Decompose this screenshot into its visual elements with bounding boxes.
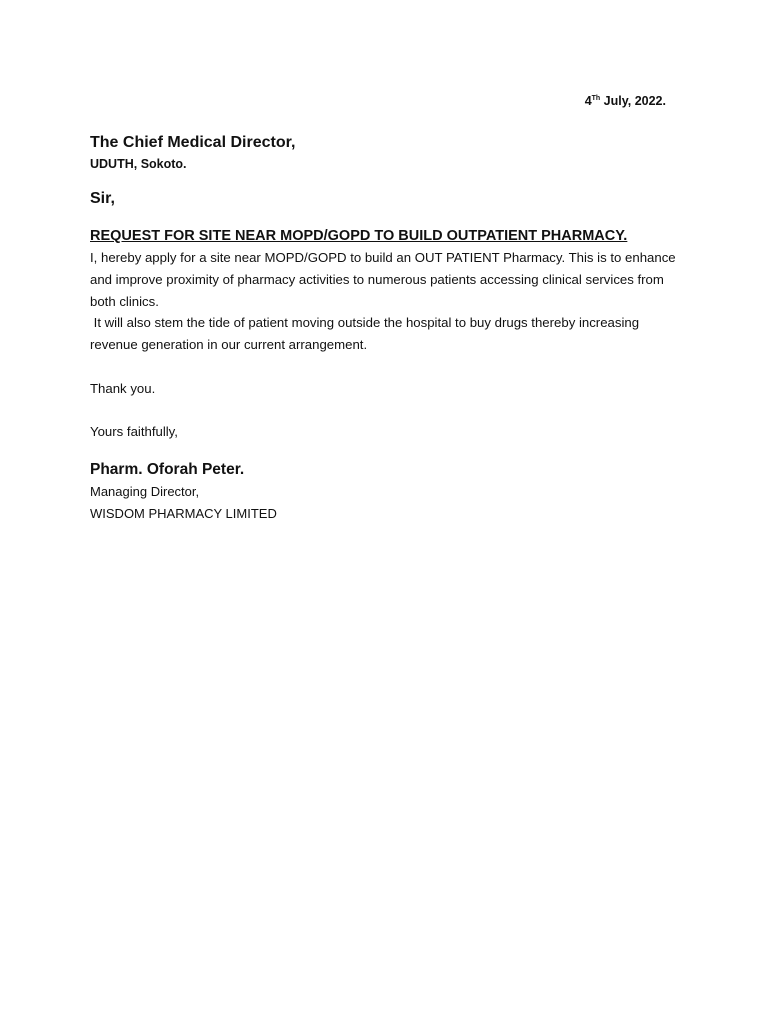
date-rest: July, 2022. bbox=[600, 94, 666, 108]
body-paragraph-2: It will also stem the tide of patient moving outside the hospital to buy drugs thereby increasing revenue generation in our current arrangement. bbox=[90, 315, 643, 353]
subject-line: REQUEST FOR SITE NEAR MOPD/GOPD TO BUILD OUTPATIENT PHARMACY. bbox=[90, 228, 628, 244]
closing-line: Yours faithfully, bbox=[90, 424, 178, 440]
recipient-address: UDUTH, Sokoto. bbox=[90, 157, 187, 171]
letter-content bbox=[90, 132, 680, 525]
sender-position: Managing Director, bbox=[90, 484, 200, 500]
thanks-line: Thank you. bbox=[90, 380, 156, 396]
sender-company: WISDOM PHARMACY LIMITED bbox=[90, 506, 277, 522]
letter-date bbox=[585, 94, 666, 108]
date-day: 4 bbox=[584, 94, 592, 108]
sender-name: Pharm. Oforah Peter. bbox=[90, 461, 245, 479]
date-suffix: Th bbox=[591, 95, 601, 102]
body-paragraph-1: I, hereby apply for a site near MOPD/GOPD to build an OUT PATIENT Pharmacy. This is to enhance and improve proximity of pharmacy activities to numerous patients accessing clinical services from both clinics. bbox=[90, 250, 676, 309]
recipient-title: The Chief Medical Director, bbox=[90, 134, 296, 151]
salutation: Sir, bbox=[90, 190, 115, 207]
